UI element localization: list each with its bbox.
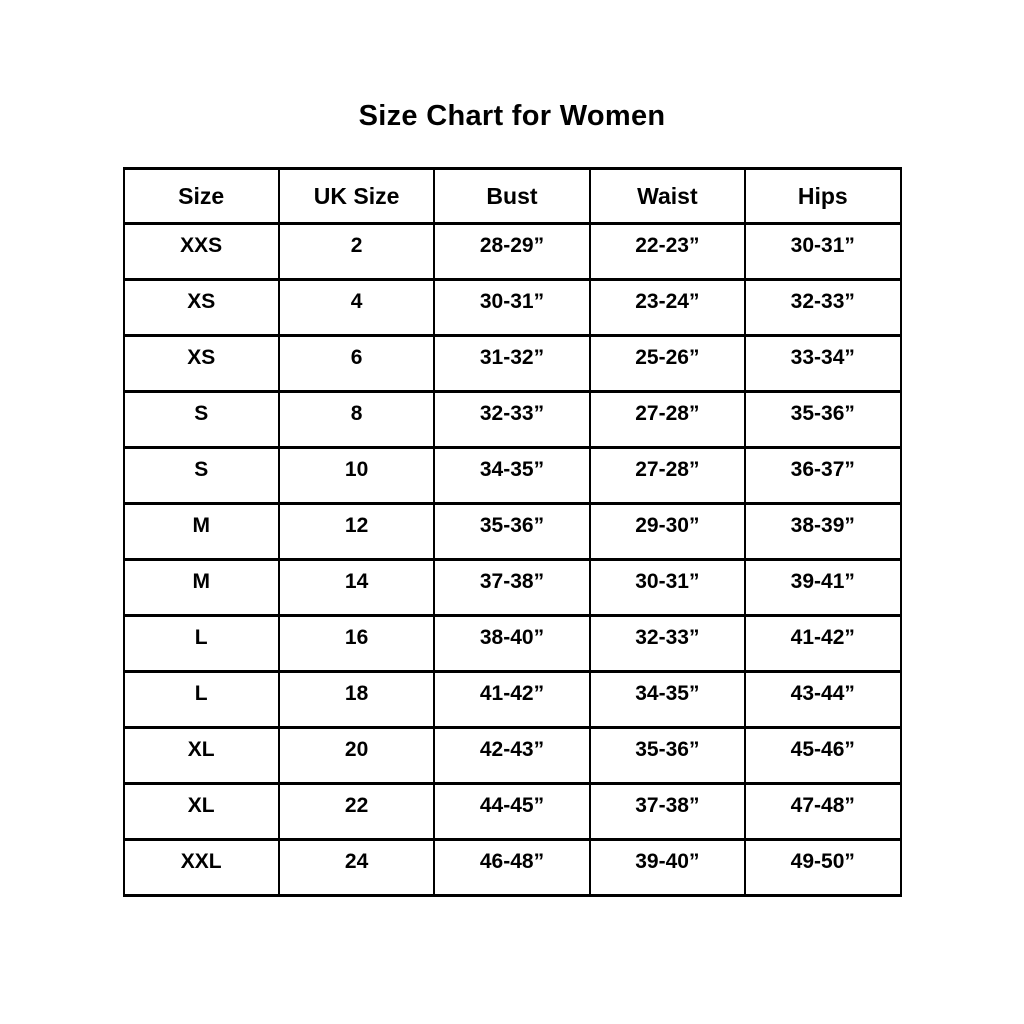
table-cell: 22 <box>279 784 434 840</box>
table-cell: L <box>124 672 279 728</box>
table-cell: 28-29” <box>434 224 589 280</box>
table-cell: M <box>124 504 279 560</box>
table-cell: M <box>124 560 279 616</box>
table-cell: XS <box>124 336 279 392</box>
table-row <box>124 336 901 392</box>
table-cell: 35-36” <box>745 392 900 448</box>
column-header: Bust <box>434 169 589 224</box>
table-cell: 39-41” <box>745 560 900 616</box>
table-cell: S <box>124 392 279 448</box>
table-cell: XL <box>124 728 279 784</box>
table-row <box>124 672 901 728</box>
table-cell: 37-38” <box>434 560 589 616</box>
table-cell: 8 <box>279 392 434 448</box>
table-body <box>124 224 901 896</box>
table-cell: 35-36” <box>590 728 745 784</box>
column-header: UK Size <box>279 169 434 224</box>
table-cell: 49-50” <box>745 840 900 896</box>
table-cell: 46-48” <box>434 840 589 896</box>
table-cell: 30-31” <box>590 560 745 616</box>
table-cell: 32-33” <box>590 616 745 672</box>
table-cell: 38-39” <box>745 504 900 560</box>
table-cell: 41-42” <box>434 672 589 728</box>
table-cell: 18 <box>279 672 434 728</box>
page-title: Size Chart for Women <box>358 100 666 132</box>
table-row <box>124 392 901 448</box>
table-cell: 45-46” <box>745 728 900 784</box>
table-cell: 29-30” <box>590 504 745 560</box>
table-row <box>124 560 901 616</box>
table-cell: 24 <box>279 840 434 896</box>
table-cell: 34-35” <box>590 672 745 728</box>
table-cell: 25-26” <box>590 336 745 392</box>
table-cell: 27-28” <box>590 448 745 504</box>
table-cell: 36-37” <box>745 448 900 504</box>
table-cell: 38-40” <box>434 616 589 672</box>
table-cell: 10 <box>279 448 434 504</box>
column-header: Size <box>124 169 279 224</box>
table-cell: 6 <box>279 336 434 392</box>
table-cell: 44-45” <box>434 784 589 840</box>
table-cell: S <box>124 448 279 504</box>
table-cell: 47-48” <box>745 784 900 840</box>
table-cell: 22-23” <box>590 224 745 280</box>
table-cell: 32-33” <box>434 392 589 448</box>
table-row <box>124 224 901 280</box>
table-cell: 33-34” <box>745 336 900 392</box>
table-cell: 2 <box>279 224 434 280</box>
table-cell: XXS <box>124 224 279 280</box>
table-cell: 20 <box>279 728 434 784</box>
table-cell: 27-28” <box>590 392 745 448</box>
header-row <box>124 169 901 224</box>
table-cell: XS <box>124 280 279 336</box>
table-cell: XXL <box>124 840 279 896</box>
table-cell: 41-42” <box>745 616 900 672</box>
table-cell: 16 <box>279 616 434 672</box>
table-cell: 12 <box>279 504 434 560</box>
table-cell: L <box>124 616 279 672</box>
column-header: Waist <box>590 169 745 224</box>
table-row <box>124 616 901 672</box>
table-cell: 30-31” <box>745 224 900 280</box>
table-cell: 32-33” <box>745 280 900 336</box>
table-row <box>124 784 901 840</box>
table-cell: 31-32” <box>434 336 589 392</box>
table-cell: 23-24” <box>590 280 745 336</box>
table-row <box>124 280 901 336</box>
table-cell: 39-40” <box>590 840 745 896</box>
table-row <box>124 840 901 896</box>
table-row <box>124 504 901 560</box>
table-row <box>124 728 901 784</box>
column-header: Hips <box>745 169 900 224</box>
table-cell: 43-44” <box>745 672 900 728</box>
table-row <box>124 448 901 504</box>
table-cell: XL <box>124 784 279 840</box>
table-cell: 42-43” <box>434 728 589 784</box>
table-cell: 4 <box>279 280 434 336</box>
table-cell: 35-36” <box>434 504 589 560</box>
table-cell: 34-35” <box>434 448 589 504</box>
size-chart-table <box>123 167 902 897</box>
table-header <box>124 169 901 224</box>
table-cell: 37-38” <box>590 784 745 840</box>
table-cell: 30-31” <box>434 280 589 336</box>
table-cell: 14 <box>279 560 434 616</box>
